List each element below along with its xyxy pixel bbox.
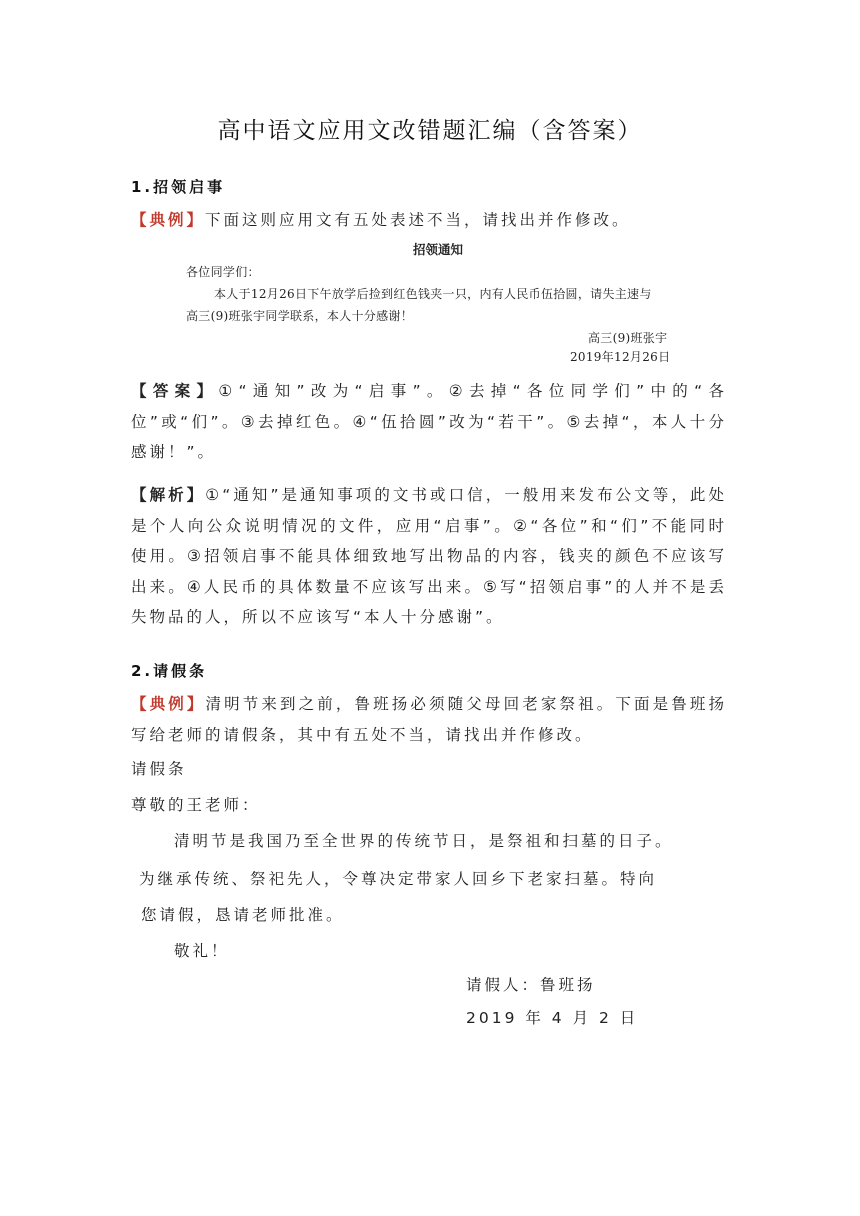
section-heading-leave-note: 2.请假条 <box>131 662 208 680</box>
analysis-tag: 【解析】 <box>131 486 206 504</box>
notice-date: 2019年12月26日 <box>570 350 671 364</box>
leave-note-body-line-1: 清明节是我国乃至全世界的传统节日，是祭祖和扫墓的日子。 <box>174 832 674 850</box>
leave-note-body-line-3: 您请假，恳请老师批准。 <box>141 906 345 924</box>
answer-paragraph <box>131 376 727 468</box>
analysis-paragraph <box>131 480 727 633</box>
leave-note-greeting: 尊敬的王老师： <box>131 796 261 814</box>
page-title: 高中语文应用文改错题汇编（含答案） <box>217 118 643 144</box>
example-paragraph-2 <box>131 689 727 750</box>
notice-title: 招领通知 <box>412 242 463 257</box>
leave-note-date: 2019 年 4 月 2 日 <box>466 1009 639 1027</box>
example-tag: 【典例】 <box>131 211 206 229</box>
example-text: 清明节来到之前，鲁班扬必须随父母回老家祭祖。下面是鲁班扬写给老师的请假条，其中有五处不当，请找出并作修改。 <box>131 695 727 744</box>
analysis-text: ①“通知”是通知事项的文书或口信，一般用来发布公文等，此处是个人向公众说明情况的文件，应用“启事”。②“各位”和“们”不能同时使用。③招领启事不能具体细致地写出物品的内容，钱夹的颜色不应该写出来。④人民币的具体数量不应该写出来。⑤写“招领启事”的人并不是丢失物品的人，所以不应该写“本人十分感谢”。 <box>131 486 727 626</box>
example-tag: 【典例】 <box>131 695 206 713</box>
leave-note-closing: 敬礼！ <box>174 942 230 960</box>
section-heading-lost-found: 1.招领启事 <box>131 178 226 196</box>
answer-text: ①“通知”改为“启事”。②去掉“各位同学们”中的“各位”或“们”。③去掉红色。④“伍拾圆”改为“若干”。⑤去掉“，本人十分感谢！”。 <box>131 382 727 461</box>
notice-body-line-2: 高三(9)班张宇同学联系，本人十分感谢！ <box>186 309 413 323</box>
example-text: 下面这则应用文有五处表述不当，请找出并作修改。 <box>205 211 631 229</box>
leave-note-body-line-2: 为继承传统、祭祀先人，令尊决定带家人回乡下老家扫墓。特向 <box>139 870 658 888</box>
notice-body-line-1: 本人于12月26日下午放学后捡到红色钱夹一只，内有人民币伍拾圆，请失主速与 <box>214 287 652 301</box>
example-paragraph-1 <box>131 205 727 236</box>
leave-note-signer: 请假人：鲁班扬 <box>466 976 596 994</box>
notice-image <box>186 234 690 364</box>
notice-sign: 高三(9)班张宇 <box>588 331 668 345</box>
answer-tag: 【答案】 <box>131 382 219 400</box>
notice-greeting: 各位同学们： <box>186 265 260 279</box>
leave-note-title: 请假条 <box>131 760 187 778</box>
